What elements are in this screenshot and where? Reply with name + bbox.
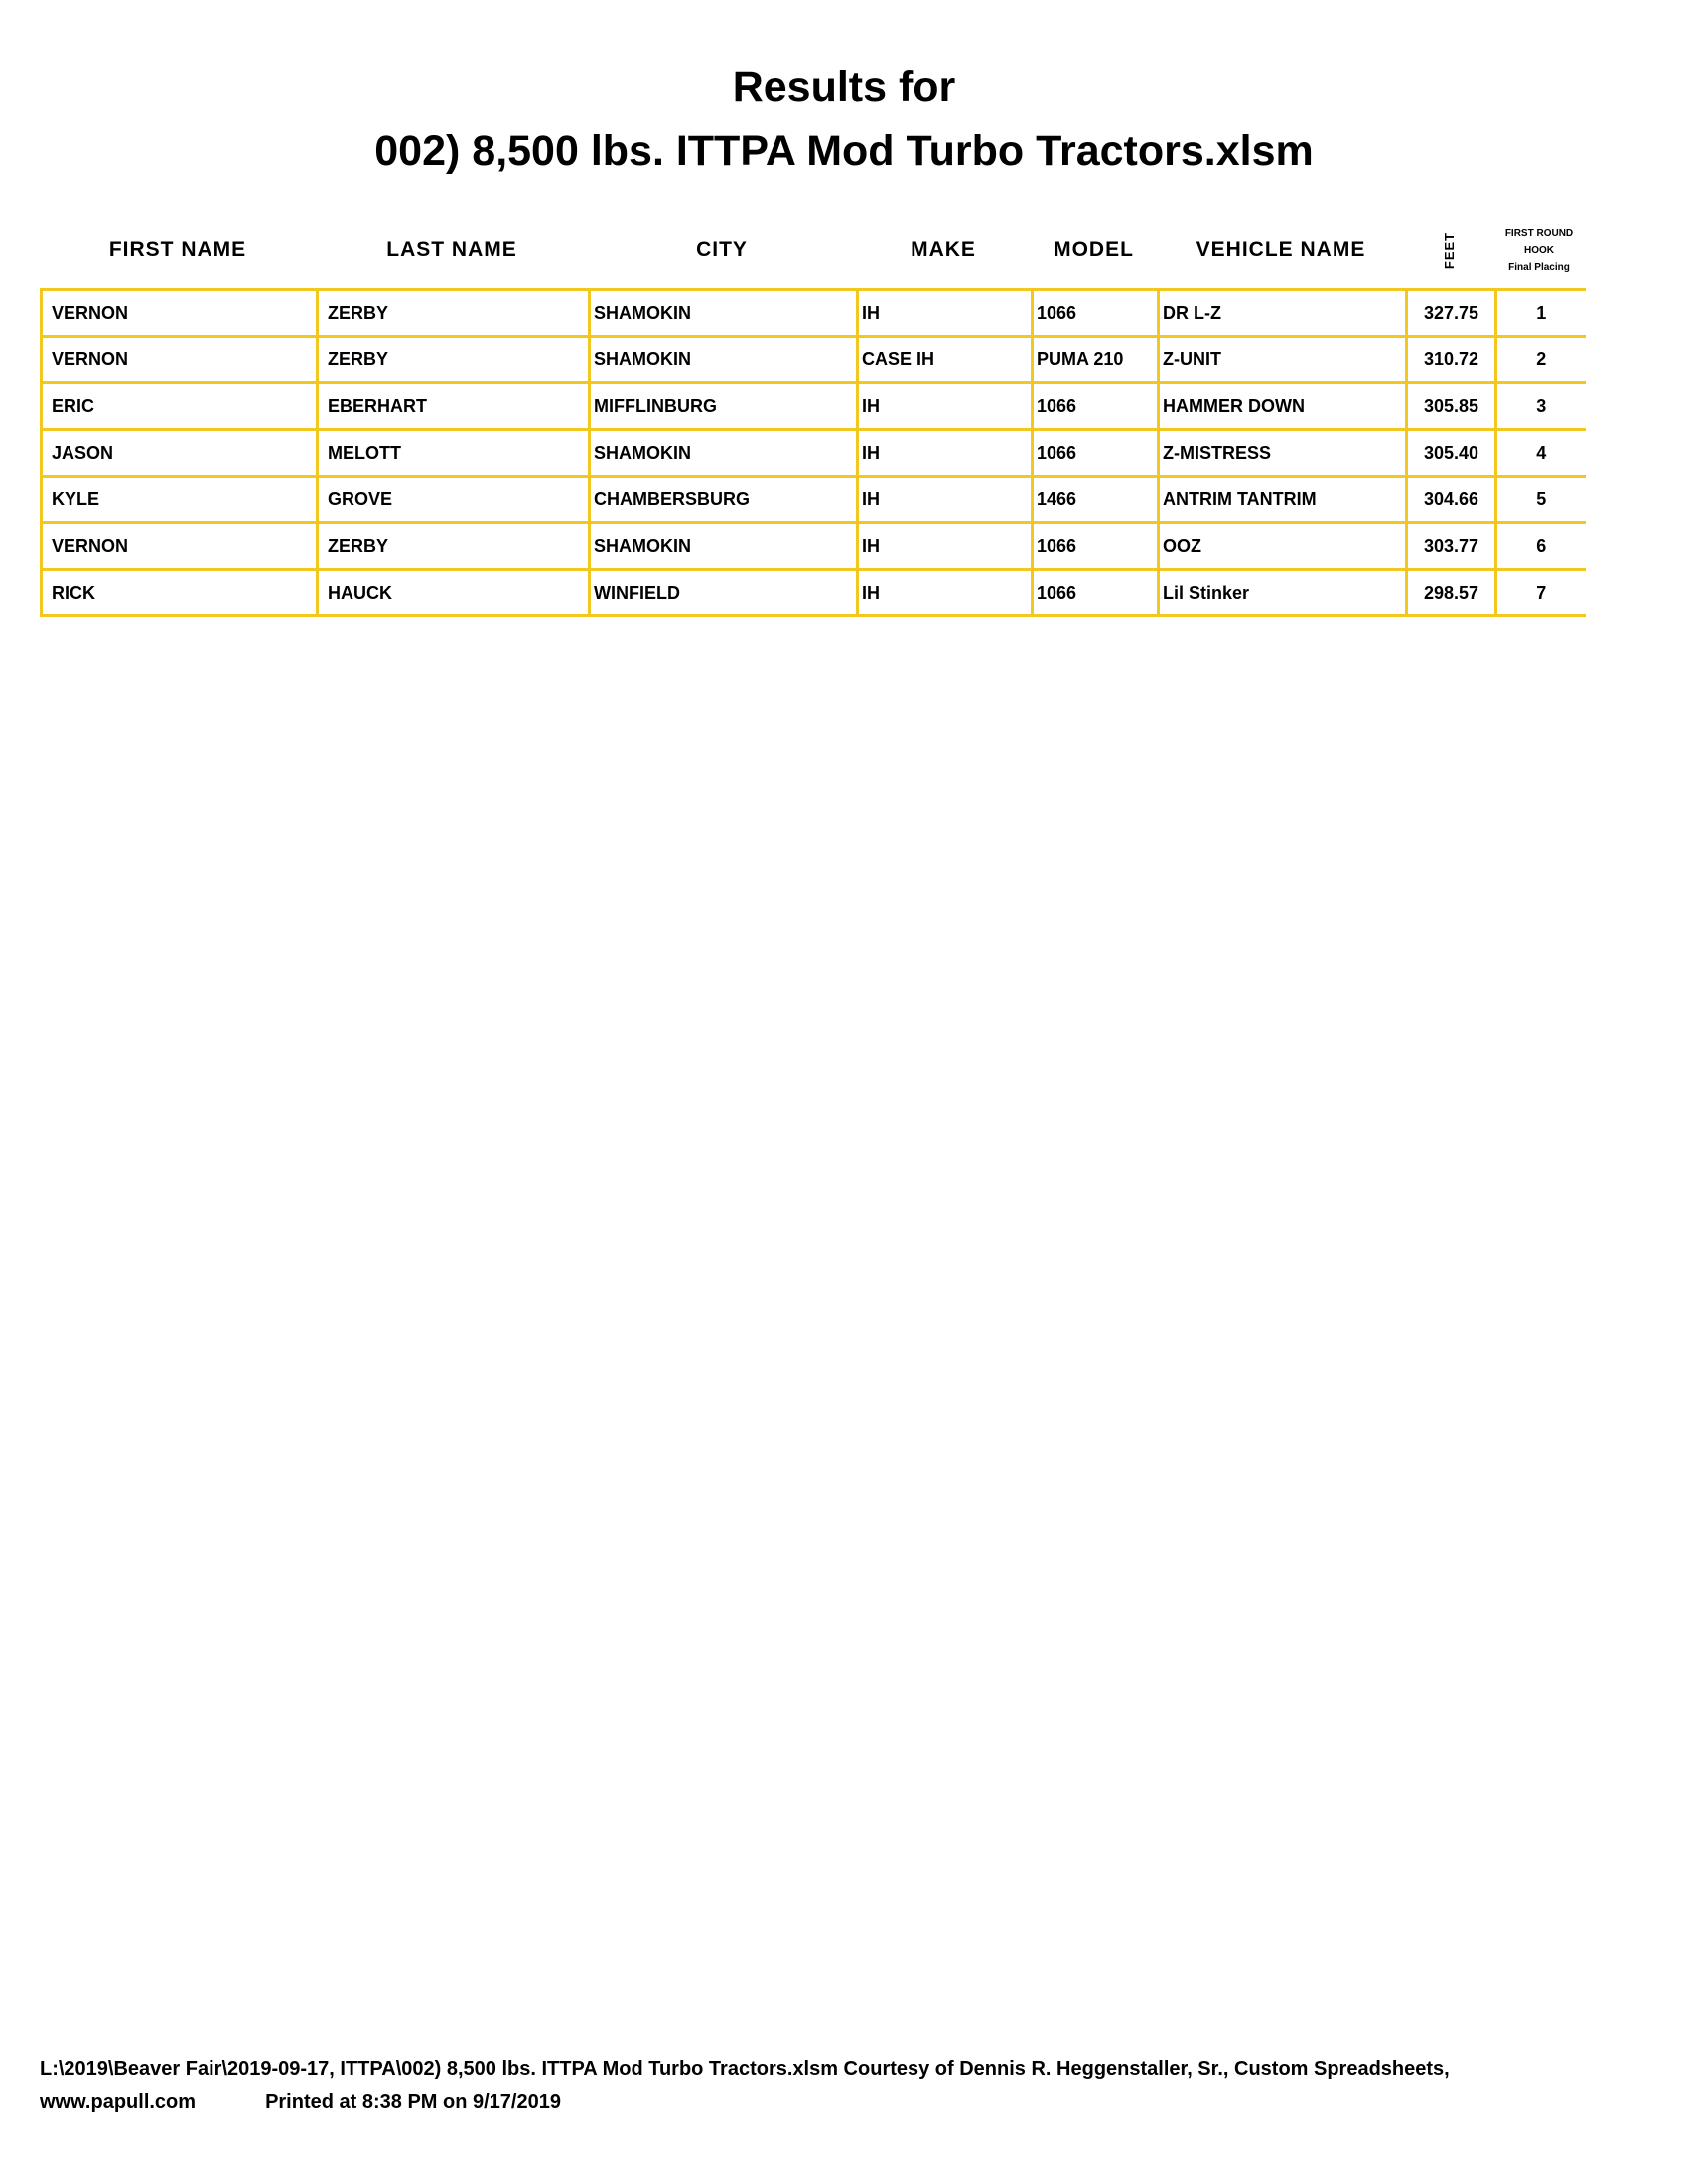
table-row bbox=[42, 523, 1586, 570]
cell-vehicle-name: ANTRIM TANTRIM bbox=[1159, 477, 1407, 523]
cell-vehicle-name: Z-UNIT bbox=[1159, 337, 1407, 383]
cell-feet: 305.85 bbox=[1407, 383, 1496, 430]
cell-vehicle-name: HAMMER DOWN bbox=[1159, 383, 1407, 430]
cell-make: IH bbox=[858, 523, 1033, 570]
cell-city: SHAMOKIN bbox=[590, 290, 858, 337]
header-last-name: LAST NAME bbox=[386, 238, 517, 261]
cell-place: 7 bbox=[1496, 570, 1586, 616]
table-row bbox=[42, 290, 1586, 337]
column-header-row bbox=[40, 210, 1609, 290]
cell-place: 4 bbox=[1496, 430, 1586, 477]
header-feet bbox=[1405, 210, 1494, 290]
cell-feet: 303.77 bbox=[1407, 523, 1496, 570]
cell-city: SHAMOKIN bbox=[590, 430, 858, 477]
cell-make: IH bbox=[858, 430, 1033, 477]
cell-make: IH bbox=[858, 290, 1033, 337]
table-row bbox=[42, 477, 1586, 523]
cell-first-name: VERNON bbox=[42, 290, 318, 337]
cell-place: 3 bbox=[1496, 383, 1586, 430]
cell-city: MIFFLINBURG bbox=[590, 383, 858, 430]
cell-last-name: GROVE bbox=[318, 477, 590, 523]
cell-vehicle-name: Lil Stinker bbox=[1159, 570, 1407, 616]
cell-place: 2 bbox=[1496, 337, 1586, 383]
header-final-line3: Final Placing bbox=[1508, 261, 1570, 273]
cell-first-name: KYLE bbox=[42, 477, 318, 523]
cell-city: SHAMOKIN bbox=[590, 337, 858, 383]
header-first-name: FIRST NAME bbox=[108, 238, 247, 261]
cell-model: 1066 bbox=[1033, 430, 1159, 477]
header-make: MAKE bbox=[911, 238, 976, 261]
table-row bbox=[42, 570, 1586, 616]
cell-feet: 305.40 bbox=[1407, 430, 1496, 477]
cell-vehicle-name: DR L-Z bbox=[1159, 290, 1407, 337]
cell-last-name: MELOTT bbox=[318, 430, 590, 477]
header-final-line2: HOOK bbox=[1524, 244, 1554, 256]
cell-vehicle-name: OOZ bbox=[1159, 523, 1407, 570]
cell-city: CHAMBERSBURG bbox=[590, 477, 858, 523]
cell-feet: 304.66 bbox=[1407, 477, 1496, 523]
cell-place: 1 bbox=[1496, 290, 1586, 337]
cell-feet: 310.72 bbox=[1407, 337, 1496, 383]
cell-model: 1066 bbox=[1033, 290, 1159, 337]
table-row bbox=[42, 383, 1586, 430]
footer-file-path: L:\2019\Beaver Fair\2019-09-17, ITTPA\002) 8,500 lbs. ITTPA Mod Turbo Tractors.xlsm Courtesy of Dennis R. Heggenstaller, Sr., Custom Spreadsheets, www.papull.com bbox=[40, 2058, 1450, 2113]
page-footer bbox=[40, 2053, 1658, 2118]
cell-model: 1066 bbox=[1033, 523, 1159, 570]
cell-last-name: ZERBY bbox=[318, 337, 590, 383]
cell-make: IH bbox=[858, 570, 1033, 616]
cell-first-name: VERNON bbox=[42, 337, 318, 383]
cell-place: 5 bbox=[1496, 477, 1586, 523]
header-vehicle-name: VEHICLE NAME bbox=[1196, 238, 1366, 261]
table-row bbox=[42, 430, 1586, 477]
cell-model: 1466 bbox=[1033, 477, 1159, 523]
cell-model: 1066 bbox=[1033, 383, 1159, 430]
report-title: Results for bbox=[732, 64, 956, 111]
header-final-placing bbox=[1494, 210, 1584, 290]
results-table bbox=[40, 288, 1586, 617]
cell-make: IH bbox=[858, 383, 1033, 430]
cell-first-name: RICK bbox=[42, 570, 318, 616]
table-row bbox=[42, 337, 1586, 383]
header-city: CITY bbox=[696, 238, 748, 261]
cell-last-name: ZERBY bbox=[318, 523, 590, 570]
cell-city: WINFIELD bbox=[590, 570, 858, 616]
cell-first-name: ERIC bbox=[42, 383, 318, 430]
cell-last-name: ZERBY bbox=[318, 290, 590, 337]
cell-first-name: VERNON bbox=[42, 523, 318, 570]
cell-model: 1066 bbox=[1033, 570, 1159, 616]
cell-feet: 327.75 bbox=[1407, 290, 1496, 337]
header-feet-label: FEET bbox=[1442, 231, 1458, 269]
cell-make: IH bbox=[858, 477, 1033, 523]
cell-model: PUMA 210 bbox=[1033, 337, 1159, 383]
cell-vehicle-name: Z-MISTRESS bbox=[1159, 430, 1407, 477]
header-model: MODEL bbox=[1054, 238, 1134, 261]
report-subtitle: 002) 8,500 lbs. ITTPA Mod Turbo Tractors.xlsm bbox=[374, 127, 1314, 175]
cell-first-name: JASON bbox=[42, 430, 318, 477]
footer-printed-time: Printed at 8:38 PM on 9/17/2019 bbox=[265, 2091, 561, 2113]
cell-last-name: EBERHART bbox=[318, 383, 590, 430]
cell-make: CASE IH bbox=[858, 337, 1033, 383]
cell-place: 6 bbox=[1496, 523, 1586, 570]
cell-last-name: HAUCK bbox=[318, 570, 590, 616]
header-final-line1: FIRST ROUND bbox=[1504, 227, 1574, 239]
cell-city: SHAMOKIN bbox=[590, 523, 858, 570]
cell-feet: 298.57 bbox=[1407, 570, 1496, 616]
